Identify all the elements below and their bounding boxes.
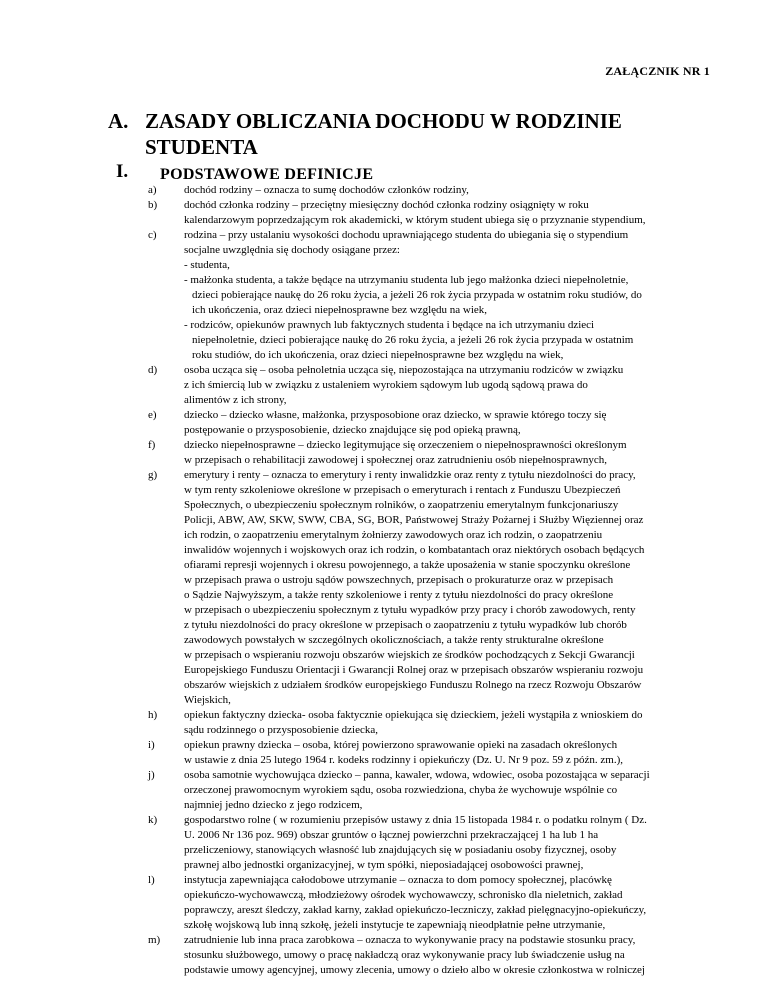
definition-line: ich rodzin, o zaopatrzeniu emerytalnym żołnierzy zawodowych oraz ich rodzin, o zaopatrzeniu xyxy=(184,529,603,541)
subsection-title: PODSTAWOWE DEFINICJE xyxy=(160,166,374,183)
definition-label: c) xyxy=(148,229,157,241)
definition-line: opiekuńczo-wychowawczą, młodzieżowy ośrodek wychowawczy, schronisko dla nieletnich, zakład xyxy=(184,889,623,901)
section-letter: A. xyxy=(108,109,129,133)
definition-item xyxy=(148,708,688,738)
definition-line: inwalidów wojennych i wojskowych oraz ich rodzin, o kombatantach oraz niektórych osobach będących xyxy=(184,544,645,556)
definition-item xyxy=(148,813,688,873)
definition-line: roku studiów, do ich ukończenia, oraz dzieci niepełnosprawne bez względu na wiek, xyxy=(192,349,564,361)
definition-label: i) xyxy=(148,739,155,751)
section-heading xyxy=(108,108,668,160)
definition-line: w ustawie z dnia 25 lutego 1964 r. kodeks rodzinny i opiekuńczy (Dz. U. Nr 9 poz. 59 z późn. zm.), xyxy=(184,754,623,766)
definition-line: dochód rodziny – oznacza to sumę dochodów członków rodziny, xyxy=(184,184,469,196)
section-title-line-1: ZASADY OBLICZANIA DOCHODU W RODZINIE xyxy=(145,109,622,133)
definition-line: zatrudnienie lub inna praca zarobkowa – oznacza to wykonywanie pracy na podstawie stosunku pracy, xyxy=(184,934,636,946)
definition-line: Policji, ABW, AW, SKW, SWW, CBA, SG, BOR, Państwowej Straży Pożarnej i Służby Więziennej oraz xyxy=(184,514,644,526)
definition-item xyxy=(148,933,688,978)
definition-line: w przepisach o ubezpieczeniu społecznym z tytułu wypadków przy pracy i chorób zawodowych, renty xyxy=(184,604,636,616)
definition-line: Społecznych, o ubezpieczeniu społecznym rolników, o zaopatrzeniu emerytalnym funkcjonariuszy xyxy=(184,499,619,511)
definition-item xyxy=(148,363,688,408)
definition-line: osoba samotnie wychowująca dziecko – panna, kawaler, wdowa, wdowiec, osoba pozostająca w separacji xyxy=(184,769,650,781)
definition-line: alimentów z ich strony, xyxy=(184,394,287,406)
definition-line: ofiarami represji wojennych i okresu powojennego, a także uposażenia w stanie spoczynku określone xyxy=(184,559,631,571)
definition-line: ich ukończenia, oraz dzieci niepełnosprawne bez względu na wiek, xyxy=(192,304,488,316)
definition-label: h) xyxy=(148,709,158,721)
definition-line: emerytury i renty – oznacza to emerytury i renty inwalidzkie oraz renty z tytułu niezdolności do pracy, xyxy=(184,469,636,481)
definition-line: w przepisach o rehabilitacji zawodowej i społecznej oraz zatrudnieniu osób niepełnosprawnych, xyxy=(184,454,608,466)
definition-line: kalendarzowym poprzedzającym rok akademicki, w którym student ubiega się o przyznanie stypendium, xyxy=(184,214,646,226)
definition-item xyxy=(148,468,688,708)
definition-line: instytucja zapewniająca całodobowe utrzymanie – oznacza to dom pomocy społecznej, placówkę xyxy=(184,874,612,886)
definition-item xyxy=(148,408,688,438)
definition-item xyxy=(148,198,688,228)
definition-line: dzieci pobierające naukę do 26 roku życia, a jeżeli 26 rok życia przypada w ostatnim roku studiów, do xyxy=(192,289,642,301)
definition-item xyxy=(148,183,688,198)
definition-line: obszarów wiejskich z udziałem środków europejskiego Funduszu Rolnego na rzecz Rozwoju Obszarów xyxy=(184,679,642,691)
section-title-line-2: STUDENTA xyxy=(145,135,258,159)
definition-line: o Sądzie Najwyższym, a także renty szkoleniowe i renty z tytułu niezdolności do pracy określone xyxy=(184,589,614,601)
definition-item xyxy=(148,228,688,363)
definition-label: k) xyxy=(148,814,158,826)
definition-line: przeliczeniowy, stanowiących własność lub znajdujących się w posiadaniu osoby fizycznej, osoby xyxy=(184,844,617,856)
definition-line: w tym renty szkoleniowe określone w przepisach o emeryturach i rentach z Funduszu Ubezpieczeń xyxy=(184,484,621,496)
definition-line: gospodarstwo rolne ( w rozumieniu przepisów ustawy z dnia 15 listopada 1984 r. o podatku rolnym ( Dz. xyxy=(184,814,647,826)
definition-label: m) xyxy=(148,934,161,946)
definition-line: opiekun prawny dziecka – osoba, której powierzono sprawowanie opieki na zasadach określonych xyxy=(184,739,618,751)
definition-item xyxy=(148,438,688,468)
definition-line: socjalne uwzględnia się dochody osiągane przez: xyxy=(184,244,400,256)
definition-line: - studenta, xyxy=(184,259,230,271)
definition-label: a) xyxy=(148,184,157,196)
definition-line: stosunku służbowego, umowy o pracę nakładczą oraz wykonywanie pracy lub świadczenie usług na xyxy=(184,949,625,961)
definition-label: g) xyxy=(148,469,158,481)
definition-line: osoba ucząca się – osoba pełnoletnia ucząca się, niepozostająca na utrzymaniu rodziców w związku xyxy=(184,364,624,376)
definition-line: prawnej albo jednostki organizacyjnej, w tym spółki, nieposiadającej osobowości prawnej, xyxy=(184,859,584,871)
definition-line: w przepisach prawa o ustroju sądów powszechnych, przepisach o prokuraturze oraz w przepisach xyxy=(184,574,614,586)
definition-label: j) xyxy=(148,769,155,781)
subsection-number: I. xyxy=(116,161,129,182)
definition-line: szkołę wojskową lub inną szkołę, jeżeli instytucje te zapewniają nieodpłatnie pełne utrzymanie, xyxy=(184,919,606,931)
definition-line: opiekun faktyczny dziecka- osoba faktycznie opiekująca się dzieckiem, jeżeli wystąpiła z wnioskiem do xyxy=(184,709,643,721)
definition-line: dziecko – dziecko własne, małżonka, przysposobione oraz dziecko, w sprawie którego toczy się xyxy=(184,409,607,421)
annex-label: ZAŁĄCZNIK NR 1 xyxy=(605,64,710,78)
definition-line: sądu rodzinnego o przysposobienie dziecka, xyxy=(184,724,378,736)
definition-line: z tytułu niezdolności do pracy określone w przepisach o zaopatrzeniu z tytułu wypadków lub chorób xyxy=(184,619,627,631)
definition-label: f) xyxy=(148,439,156,451)
definition-line: niepełnoletnie, dzieci pobierające naukę do 26 roku życia, a jeżeli 26 rok życia przypada w ostatnim xyxy=(192,334,634,346)
definition-line: dochód członka rodziny – przeciętny miesięczny dochód członka rodziny osiągnięty w roku xyxy=(184,199,589,211)
definition-item xyxy=(148,768,688,813)
definition-line: Wiejskich, xyxy=(184,694,231,706)
definition-item xyxy=(148,738,688,768)
definition-line: poprawczy, areszt śledczy, zakład karny, zakład opiekuńczo-leczniczy, zakład pielęgnacyjno-opiekuńczy, xyxy=(184,904,647,916)
definition-line: U. 2006 Nr 136 poz. 969) obszar gruntów o łącznej powierzchni przekraczającej 1 ha lub 1 ha xyxy=(184,829,599,841)
definition-line: dziecko niepełnosprawne – dziecko legitymujące się orzeczeniem o niepełnosprawności określonym xyxy=(184,439,627,451)
definition-item xyxy=(148,873,688,933)
definition-line: z ich śmiercią lub w związku z ustaleniem wyrokiem sądowym lub ugodą sądową prawa do xyxy=(184,379,588,391)
definition-line: Europejskiego Funduszu Orientacji i Gwarancji Rolnej oraz w przepisach obszarów wspieraniu rozwoju xyxy=(184,664,644,676)
definition-label: e) xyxy=(148,409,157,421)
definition-line: najmniej jedno dziecko z jego rodzicem, xyxy=(184,799,363,811)
definition-line: rodzina – przy ustalaniu wysokości dochodu uprawniającego studenta do ubiegania się o stypendium xyxy=(184,229,629,241)
definition-line: - rodziców, opiekunów prawnych lub faktycznych studenta i będące na ich utrzymaniu dzieci xyxy=(184,319,595,331)
definition-line: - małżonka studenta, a także będące na utrzymaniu studenta lub jego małżonka dzieci niepełnoletnie, xyxy=(184,274,629,286)
definitions-list xyxy=(148,183,688,978)
definition-line: orzeczonej prawomocnym wyrokiem sądu, osoba rozwiedziona, chyba że wychowuje wspólnie co xyxy=(184,784,618,796)
definition-label: l) xyxy=(148,874,155,886)
definition-line: postępowanie o przysposobienie, dziecko znajdujące się pod opieką prawną, xyxy=(184,424,521,436)
definition-line: zawodowych powstałych w szczególnych okolicznościach, a także renty strukturalne określone xyxy=(184,634,604,646)
definition-line: w przepisach o wspieraniu rozwoju obszarów wiejskich ze środków pochodzących z Sekcji Gwarancji xyxy=(184,649,635,661)
definition-line: podstawie umowy agencyjnej, umowy zlecenia, umowy o dzieło albo w okresie członkostwa w rolniczej xyxy=(184,964,645,976)
definition-label: d) xyxy=(148,364,158,376)
definition-label: b) xyxy=(148,199,158,211)
